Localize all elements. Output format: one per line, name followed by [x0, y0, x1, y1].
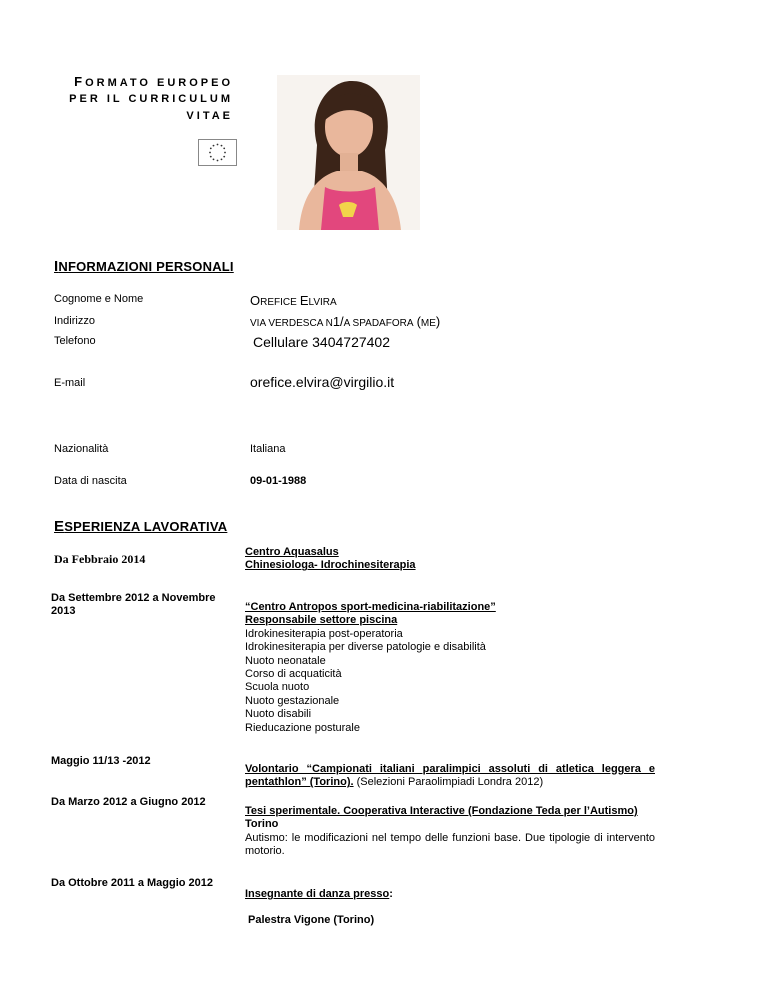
list-item: Nuoto neonatale [245, 654, 326, 667]
experience-title-4-city: Torino [245, 818, 279, 831]
experience-title-4: Tesi sperimentale. Cooperativa Interactive (Fondazione Teda per l’Autismo) [245, 805, 638, 817]
nationality-value: Italiana [250, 443, 286, 455]
section-title-personal-info: INFORMAZIONI PERSONALI [54, 258, 234, 275]
list-item: Nuoto gestazionale [245, 694, 340, 707]
experience-date-5: Da Ottobre 2011 a Maggio 2012 [51, 877, 214, 889]
experience-description-4 [245, 805, 655, 859]
phone-label: Telefono [54, 335, 96, 347]
birth-date-label: Data di nascita [54, 475, 127, 487]
address-value: VIA VERDESCA N1/A SPADAFORA (ME) [250, 314, 441, 329]
experience-subtitle-1: Chinesiologa- Idrochinesiterapia [245, 559, 416, 572]
experience-description-1 [245, 546, 655, 573]
email-label: E-mail [54, 377, 86, 389]
experience-description-3 [245, 763, 655, 790]
list-item: Idrokinesiterapia post-operatoria [245, 627, 403, 640]
experience-date-3: Maggio 11/13 -2012 [51, 755, 151, 767]
name-label: Cognome e Nome [54, 293, 144, 305]
experience-date-4: Da Marzo 2012 a Giugno 2012 [51, 796, 206, 808]
experience-title-3: Volontario “Campionati italiani paralimpici assoluti di atletica leggera e pentathlon” (Torino). [245, 763, 655, 789]
address-label: Indirizzo [54, 315, 95, 327]
profile-photo [277, 75, 420, 230]
experience-text-4: Autismo: le modificazioni nel tempo delle funzioni base. Due tipologie di intervento motorio. [245, 831, 655, 858]
eu-flag-icon [198, 139, 237, 166]
experience-date-2: Da Settembre 2012 a Novembre 2013 [51, 592, 216, 617]
experience-description-2 [245, 601, 655, 735]
experience-note-3: (Selezioni Paraolimpiadi Londra 2012) [353, 776, 544, 789]
nationality-label: Nazionalità [54, 443, 109, 455]
list-item: Rieducazione posturale [245, 721, 360, 734]
experience-description-5 [245, 888, 655, 928]
email-value: orefice.elvira@virgilio.it [250, 374, 395, 390]
birth-date-value: 09-01-1988 [250, 475, 307, 487]
list-item: Nuoto disabili [245, 708, 312, 721]
list-item: Corso di acquaticità [245, 668, 342, 681]
experience-title-1: Centro Aquasalus [245, 546, 339, 558]
section-title-work-experience: ESPERIENZA LAVORATIVA [54, 518, 228, 535]
cv-format-title-line3: VITAE [186, 110, 233, 122]
experience-title-2: “Centro Antropos sport-medicina-riabilitazione” [245, 601, 496, 613]
list-item: Scuola nuoto [245, 681, 310, 694]
list-item: Idrokinesiterapia per diverse patologie e disabilità [245, 641, 486, 654]
experience-title-5: Insegnante di danza presso [245, 888, 390, 900]
cv-format-title-line2: PER IL CURRICULUM [69, 93, 233, 105]
phone-value: Cellulare 3404727402 [253, 334, 390, 350]
experience-place-5: Palestra Vigone (Torino) [248, 914, 375, 927]
experience-subtitle-2: Responsabile settore piscina [245, 614, 398, 627]
cv-format-title-line1: FORMATO EUROPEO [74, 74, 233, 89]
experience-title-5-suffix: : [389, 888, 393, 900]
name-value: OREFICE ELVIRA [250, 293, 337, 308]
experience-date-1: Da Febbraio 2014 [54, 552, 146, 566]
